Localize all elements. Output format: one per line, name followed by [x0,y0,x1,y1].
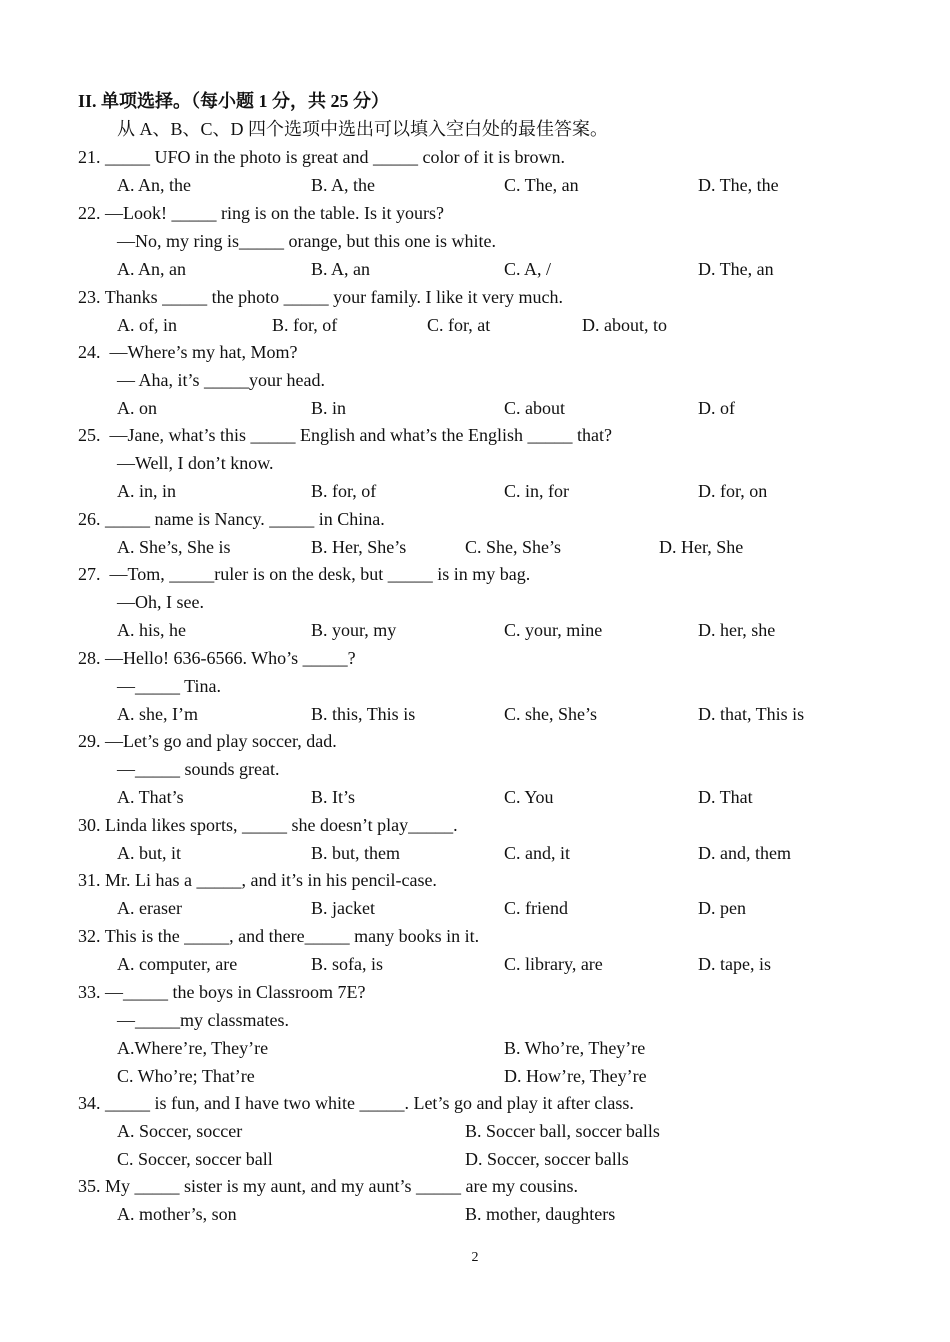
option-a: A. An, the [117,175,191,195]
question-text: My _____ sister is my aunt, and my aunt’s _____ are my cousins. [105,1176,578,1196]
option-a: A. but, it [117,843,182,863]
option-c: C. in, for [504,481,569,501]
option-d: D. her, she [698,620,776,640]
option-a: A. she, I’m [117,704,198,724]
question-stem [78,421,612,449]
question-text-line-2: —_____ Tina. [117,676,222,696]
option-a: A. of, in [117,315,177,335]
option-c: C. she, She’s [504,704,598,724]
section-instruction: 从 A、B、C、D 四个选项中选出可以填入空白处的最佳答案。 [117,119,609,139]
question-number: 21. [78,147,101,167]
question-text: _____ name is Nancy. _____ in China. [105,509,385,529]
question-stem [78,338,297,366]
question-text: Mr. Li has a _____, and it’s in his pencil-case. [105,870,437,890]
option-d: D. and, them [698,843,791,863]
question-number: 35. [78,1176,101,1196]
option-c: C. Who’re; That’re [117,1066,255,1086]
option-c: C. about [504,398,565,418]
option-d: D. The, an [698,259,774,279]
option-d: D. The, the [698,175,779,195]
question-text: —Tom, _____ruler is on the desk, but _____ is in my bag. [109,564,531,584]
page-number: 2 [471,1250,479,1265]
question-text-line-2: — Aha, it’s _____your head. [117,370,325,390]
option-b: B. for, of [272,315,338,335]
question-number: 23. [78,287,101,307]
option-d: D. How’re, They’re [504,1066,647,1086]
option-c: C. You [504,787,554,807]
question-stem [78,922,479,950]
option-b: B. this, This is [311,704,416,724]
question-text: —Where’s my hat, Mom? [109,342,298,362]
option-b: B. Who’re, They’re [504,1038,646,1058]
question-number: 24. [78,342,101,362]
option-b: B. mother, daughters [465,1204,616,1224]
section-title: II. 单项选择。（每小题 1 分，共 25 分） [78,91,390,111]
option-c: C. She, She’s [465,537,562,557]
question-text: —Look! _____ ring is on the table. Is it yours? [105,203,444,223]
option-a: A. mother’s, son [117,1204,237,1224]
option-b: B. Her, She’s [311,537,407,557]
question-stem [78,283,563,311]
option-b: B. but, them [311,843,400,863]
question-text-line-2: —Well, I don’t know. [117,453,274,473]
option-c: C. A, / [504,259,552,279]
option-d: D. about, to [582,315,667,335]
option-d: D. for, on [698,481,768,501]
question-number: 28. [78,648,101,668]
option-c: C. friend [504,898,568,918]
question-stem [78,644,356,672]
question-stem [78,1089,634,1117]
question-text: _____ is fun, and I have two white _____. Let’s go and play it after class. [105,1093,634,1113]
option-a: A. She’s, She is [117,537,231,557]
option-a: A. in, in [117,481,177,501]
question-number: 25. [78,425,101,445]
question-stem [78,866,437,894]
question-stem [78,811,458,839]
question-text: Thanks _____ the photo _____ your family. I like it very much. [104,287,563,307]
question-text: _____ UFO in the photo is great and _____ color of it is brown. [105,147,565,167]
question-number: 27. [78,564,101,584]
option-b: B. sofa, is [311,954,383,974]
question-stem [78,727,337,755]
question-number: 33. [78,982,101,1002]
question-text-line-2: —Oh, I see. [117,592,204,612]
question-number: 22. [78,203,101,223]
option-a: A. his, he [117,620,186,640]
option-c: C. your, mine [504,620,603,640]
option-c: C. and, it [504,843,570,863]
option-a: A. computer, are [117,954,238,974]
option-a: A. on [117,398,157,418]
option-a: A.Where’re, They’re [117,1038,269,1058]
option-a: A. eraser [117,898,182,918]
question-stem [78,505,385,533]
question-number: 31. [78,870,101,890]
option-b: B. your, my [311,620,397,640]
option-d: D. of [698,398,735,418]
option-a: A. An, an [117,259,186,279]
option-a: A. That’s [117,787,184,807]
option-d: D. That [698,787,753,807]
question-number: 32. [78,926,101,946]
option-c: C. The, an [504,175,579,195]
option-a: A. Soccer, soccer [117,1121,243,1141]
option-c: C. for, at [427,315,491,335]
option-b: B. for, of [311,481,377,501]
question-stem [78,143,565,171]
option-d: D. Soccer, soccer balls [465,1149,629,1169]
question-number: 34. [78,1093,101,1113]
option-b: B. A, an [311,259,371,279]
option-d: D. Her, She [659,537,744,557]
question-text-line-2: —_____my classmates. [117,1010,289,1030]
question-text: —_____ the boys in Classroom 7E? [105,982,366,1002]
option-c: C. library, are [504,954,603,974]
question-number: 30. [78,815,101,835]
question-stem [78,978,365,1006]
question-number: 29. [78,731,101,751]
question-text: —Let’s go and play soccer, dad. [105,731,337,751]
question-number: 26. [78,509,101,529]
question-stem [78,199,444,227]
question-text-line-2: —No, my ring is_____ orange, but this one is white. [117,231,496,251]
option-b: B. A, the [311,175,376,195]
option-b: B. Soccer ball, soccer balls [465,1121,660,1141]
option-c: C. Soccer, soccer ball [117,1149,273,1169]
option-d: D. that, This is [698,704,805,724]
question-stem [78,560,530,588]
question-text: Linda likes sports, _____ she doesn’t play_____. [105,815,458,835]
question-text: This is the _____, and there_____ many books in it. [104,926,480,946]
question-text: —Hello! 636-6566. Who’s _____? [105,648,356,668]
question-stem [78,1172,578,1200]
option-b: B. in [311,398,347,418]
option-b: B. It’s [311,787,356,807]
option-b: B. jacket [311,898,375,918]
option-d: D. tape, is [698,954,771,974]
question-text: —Jane, what’s this _____ English and what’s the English _____ that? [109,425,612,445]
option-d: D. pen [698,898,746,918]
question-text-line-2: —_____ sounds great. [117,759,280,779]
